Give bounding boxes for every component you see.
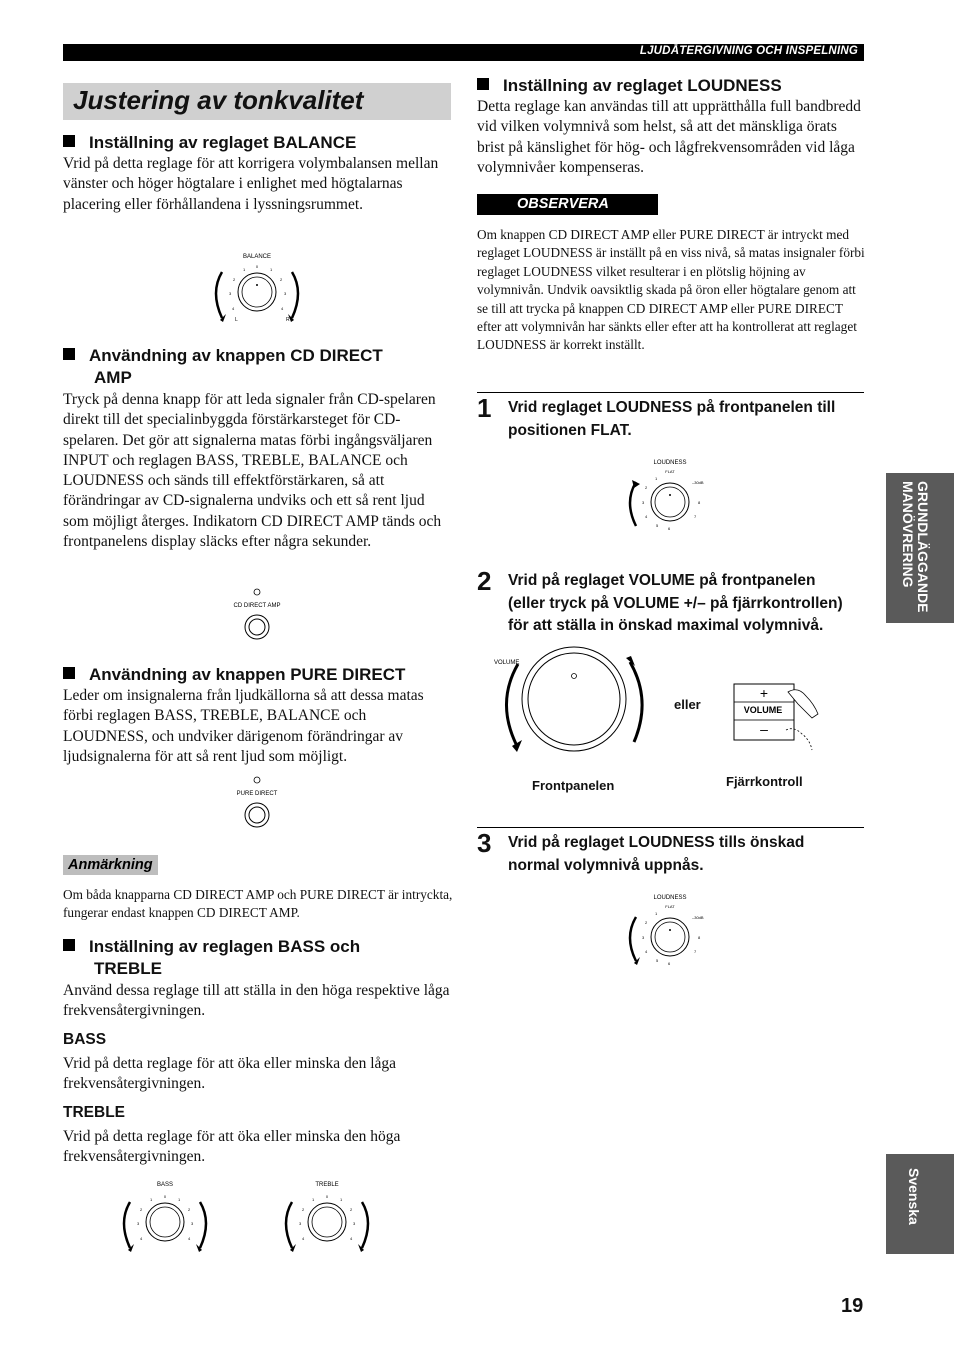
treble-title: TREBLE [63, 1104, 125, 1121]
treble-text: Vrid på detta reglage för att öka eller minska den höga frekvensåtergivningen. [63, 1128, 401, 1166]
svg-text:–30dB: –30dB [692, 915, 704, 920]
header-bar [63, 44, 864, 61]
pure-direct-button-label: PURE DIRECT [236, 791, 278, 797]
loudness-heading: Inställning av reglaget LOUDNESS [477, 75, 865, 97]
svg-text:1: 1 [270, 267, 273, 272]
svg-text:3: 3 [353, 1221, 356, 1226]
side-tab-language-label: Svenska [906, 1168, 922, 1225]
svg-text:4: 4 [302, 1236, 305, 1241]
remote-minus-label: – [760, 721, 768, 737]
observera-text: Om knappen CD DIRECT AMP eller PURE DIRECT är intryckt med reglaget LOUDNESS är inställt på en viss nivå, så matas insignaler förbi reglaget LOUDNESS vilket resulterar i en plötslig höjning av volymnivån. Undvik oavsiktlig skada på öron eller högtalare genom att se till att trycka på knappen CD DIRECT AMP eller PURE DIRECT efter att volymnivån har sänkts eller efter att ha kontrollerat att reglaget LOUDNESS är korrekt inställt. [477, 227, 865, 353]
observera-label: OBSERVERA [477, 194, 658, 215]
step-2-number: 2 [477, 566, 492, 596]
balance-left-label: L [235, 317, 238, 323]
step-1-divider [477, 392, 864, 393]
svg-text:4: 4 [645, 949, 648, 954]
bass-text: Vrid på detta reglage för att öka eller minska den låga frekvensåtergivningen. [63, 1055, 397, 1093]
step-3-divider [477, 827, 864, 828]
step-1-number: 1 [477, 393, 492, 423]
balance-text: Vrid på detta reglage för att korrigera volymbalansen mellan vänster och höger högtalare i enlighet med högtalarnas placering eller förhållandena i lyssningsrummet. [63, 155, 439, 213]
header-section-title: LJUDÅTERGIVNING OCH INSPELNING [639, 45, 858, 57]
svg-text:FLAT: FLAT [665, 904, 675, 909]
bass-treble-heading: Inställning av reglagen BASS och TREBLE [63, 936, 453, 980]
remote-volume-label: VOLUME [743, 705, 783, 715]
svg-text:1: 1 [340, 1197, 343, 1202]
svg-text:1: 1 [655, 911, 658, 916]
svg-text:3: 3 [642, 500, 645, 505]
svg-text:2: 2 [645, 485, 648, 490]
svg-text:2: 2 [280, 277, 283, 282]
svg-text:8: 8 [698, 500, 701, 505]
svg-text:2: 2 [140, 1207, 143, 1212]
svg-text:5: 5 [656, 523, 659, 528]
svg-text:6: 6 [668, 961, 671, 966]
svg-text:4: 4 [645, 514, 648, 519]
pure-direct-button-figure [220, 774, 296, 830]
svg-text:1: 1 [150, 1197, 153, 1202]
svg-text:0: 0 [163, 1194, 167, 1199]
remote-caption: Fjärrkontroll [726, 774, 803, 789]
svg-text:4: 4 [140, 1236, 143, 1241]
svg-text:3: 3 [299, 1221, 302, 1226]
or-label: eller [674, 697, 701, 712]
loudness-knob-figure-2 [614, 891, 724, 971]
cd-direct-heading: Användning av knappen CD DIRECT AMP [63, 345, 453, 389]
svg-text:–30dB: –30dB [692, 480, 704, 485]
volume-knob-figure [488, 644, 658, 756]
svg-text:3: 3 [229, 291, 232, 296]
svg-text:4: 4 [232, 306, 235, 311]
svg-text:2: 2 [188, 1207, 191, 1212]
loudness-text: Detta reglage kan användas till att upprätthålla full bandbredd vid vilken volymnivå som helst, så att det mänskliga örats brist på känslighet för hög- och lågfrekvensområden vid låga volymnivåer kompenseras. [477, 98, 861, 176]
note-text: Om båda knapparna CD DIRECT AMP och PURE DIRECT är intryckta, fungerar endast knappen CD DIRECT AMP. [63, 887, 453, 921]
balance-heading: Inställning av reglaget BALANCE [63, 132, 453, 154]
cd-direct-button-figure [220, 586, 296, 642]
loudness-knob-label-2: LOUDNESS [653, 895, 687, 901]
svg-text:4: 4 [281, 306, 284, 311]
svg-text:5: 5 [656, 958, 659, 963]
balance-right-label: R [286, 317, 290, 323]
svg-text:0: 0 [255, 264, 259, 269]
svg-text:3: 3 [642, 935, 645, 940]
step-2-text: Vrid på reglaget VOLUME på frontpanelen (eller tryck på VOLUME +/– på fjärrkontrollen) för att ställa in önskad maximal volymnivå. [508, 572, 843, 634]
svg-text:1: 1 [312, 1197, 315, 1202]
side-tab-language [886, 1154, 954, 1254]
svg-text:4: 4 [188, 1236, 191, 1241]
treble-knob-figure [272, 1178, 382, 1258]
svg-text:3: 3 [284, 291, 287, 296]
step-1-text: Vrid reglaget LOUDNESS på frontpanelen till positionen FLAT. [508, 399, 836, 439]
svg-text:8: 8 [698, 935, 701, 940]
pure-direct-text: Leder om insignalerna från ljudkällorna så att dessa matas förbi reglagen BASS, TREBLE, BALANCE och LOUDNESS, och undviker därigenom förändringar av ljudsignalerna för att så rent ljud som möjligt. [63, 687, 424, 765]
svg-text:7: 7 [694, 949, 697, 954]
svg-text:4: 4 [350, 1236, 353, 1241]
pure-direct-heading: Användning av knappen PURE DIRECT [63, 664, 453, 686]
volume-knob-label: VOLUME [494, 660, 520, 666]
svg-text:1: 1 [178, 1197, 181, 1202]
side-tab-section [886, 473, 954, 623]
svg-text:1: 1 [655, 476, 658, 481]
cd-direct-text: Tryck på denna knapp för att leda signaler från CD-spelaren direkt till det specialinbyggda förstärkarsteget för CD-spelaren. Det gör att signalerna matas förbi ingångsväljaren INPUT och reglagen BASS, TREBLE, BALANCE och LOUDNESS och sänds till effektförstärkaren, så att förändringar av CD-signalerna undviks och ett så rent ljud som möjligt återges. Indikatorn CD DIRECT AMP tänds och frontpanelens display släcks efter några sekunder. [63, 391, 442, 551]
svg-text:3: 3 [137, 1221, 140, 1226]
balance-knob-figure [200, 250, 310, 328]
svg-text:2: 2 [233, 277, 236, 282]
bass-title: BASS [63, 1031, 107, 1048]
step-3-number: 3 [477, 828, 492, 858]
svg-text:2: 2 [302, 1207, 305, 1212]
svg-text:FLAT: FLAT [665, 469, 675, 474]
note-label: Anmärkning [63, 855, 158, 875]
svg-text:2: 2 [645, 920, 648, 925]
page-title: Justering av tonkvalitet [73, 85, 364, 115]
side-tab-section-label: GRUNDLÄGGANDE MANÖVRERING [900, 481, 931, 613]
remote-plus-label: + [759, 685, 769, 701]
svg-text:2: 2 [350, 1207, 353, 1212]
loudness-knob-figure-1 [614, 456, 724, 536]
page-title-box [63, 83, 451, 120]
svg-text:3: 3 [191, 1221, 194, 1226]
bass-treble-text: Använd dessa reglage till att ställa in den höga respektive låga frekvensåtergivningen. [63, 982, 450, 1020]
remote-volume-figure [728, 680, 824, 754]
balance-knob-label: BALANCE [242, 254, 272, 260]
page-number: 19 [841, 1295, 864, 1317]
svg-text:1: 1 [243, 267, 246, 272]
loudness-knob-label-1: LOUDNESS [653, 460, 687, 466]
treble-knob-label: TREBLE [315, 1182, 339, 1188]
step-3-text: Vrid på reglaget LOUDNESS tills önskad normal volymnivå uppnås. [508, 834, 805, 874]
cd-direct-button-label: CD DIRECT AMP [233, 603, 281, 609]
bass-knob-label: BASS [156, 1182, 174, 1188]
svg-text:6: 6 [668, 526, 671, 531]
bass-knob-figure [110, 1178, 220, 1258]
svg-text:0: 0 [325, 1194, 329, 1199]
svg-text:7: 7 [694, 514, 697, 519]
front-panel-caption: Frontpanelen [532, 778, 615, 793]
